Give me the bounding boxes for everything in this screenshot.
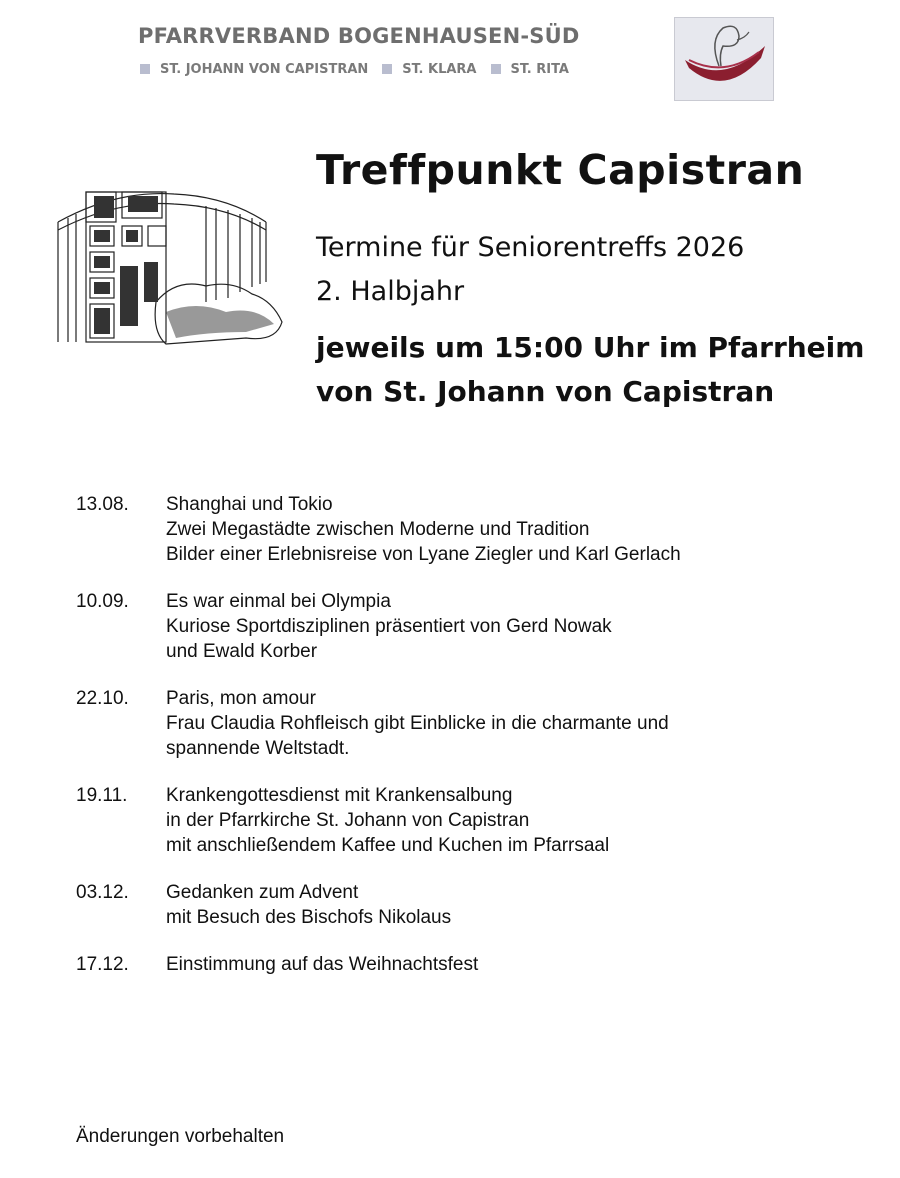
event-date: 13.08. (76, 494, 129, 515)
event-description (166, 880, 451, 930)
event-description (166, 686, 669, 761)
event-item (76, 686, 876, 761)
event-date: 19.11. (76, 785, 128, 806)
subtitle-line: Termine für Seniorentreffs 2026 (316, 232, 745, 263)
event-item (76, 492, 876, 567)
parish-name: ST. KLARA (402, 61, 477, 77)
event-line: und Ewald Korber (166, 641, 318, 662)
parish-item (491, 62, 570, 77)
square-bullet-icon (140, 64, 150, 74)
event-line: Gedanken zum Advent (166, 882, 359, 903)
event-line: Paris, mon amour (166, 688, 316, 709)
subtitle-line: 2. Halbjahr (316, 276, 465, 307)
subtitle (316, 226, 744, 314)
event-line: mit anschließendem Kaffee und Kuchen im Pfarrsaal (166, 835, 610, 856)
parish-item (140, 62, 368, 77)
parish-association-logo-icon (675, 18, 773, 100)
event-line: Shanghai und Tokio (166, 494, 333, 515)
event-description (166, 952, 478, 977)
event-line: Es war einmal bei Olympia (166, 591, 391, 612)
time-location-info (316, 326, 864, 414)
parish-logo (674, 17, 774, 101)
event-date: 17.12. (76, 954, 129, 975)
event-line: Krankengottesdienst mit Krankensalbung (166, 785, 513, 806)
event-date: 22.10. (76, 688, 129, 709)
parish-item (382, 62, 476, 77)
event-description (166, 492, 681, 567)
event-item (76, 589, 876, 664)
event-line: mit Besuch des Bischofs Nikolaus (166, 907, 452, 928)
event-list (76, 492, 876, 999)
parish-list (140, 60, 583, 78)
event-description (166, 783, 609, 858)
time-info-line: von St. Johann von Capistran (316, 375, 775, 408)
parish-name: ST. RITA (510, 61, 569, 77)
event-item (76, 783, 876, 858)
church-building-sketch-icon (56, 182, 284, 348)
event-description (166, 589, 612, 664)
event-item (76, 952, 876, 977)
event-item (76, 880, 876, 930)
event-line: Bilder einer Erlebnisreise von Lyane Ziegler und Karl Gerlach (166, 544, 681, 565)
parish-name: ST. JOHANN VON CAPISTRAN (160, 61, 369, 77)
event-line: Frau Claudia Rohfleisch gibt Einblicke in die charmante und (166, 713, 669, 734)
square-bullet-icon (382, 64, 392, 74)
event-line: in der Pfarrkirche St. Johann von Capistran (166, 810, 530, 831)
square-bullet-icon (491, 64, 501, 74)
event-date: 10.09. (76, 591, 129, 612)
church-sketch (56, 182, 284, 348)
event-line: Einstimmung auf das Weihnachtsfest (166, 954, 479, 975)
event-date: 03.12. (76, 882, 129, 903)
footer-note: Änderungen vorbehalten (76, 1126, 285, 1147)
event-line: Zwei Megastädte zwischen Moderne und Tradition (166, 519, 590, 540)
page-title: Treffpunkt Capistran (316, 146, 805, 194)
event-line: Kuriose Sportdisziplinen präsentiert von Gerd Nowak (166, 616, 612, 637)
time-info-line: jeweils um 15:00 Uhr im Pfarrheim (316, 331, 865, 364)
organization-name: PFARRVERBAND BOGENHAUSEN-SÜD (138, 24, 580, 48)
event-line: spannende Weltstadt. (166, 738, 350, 759)
